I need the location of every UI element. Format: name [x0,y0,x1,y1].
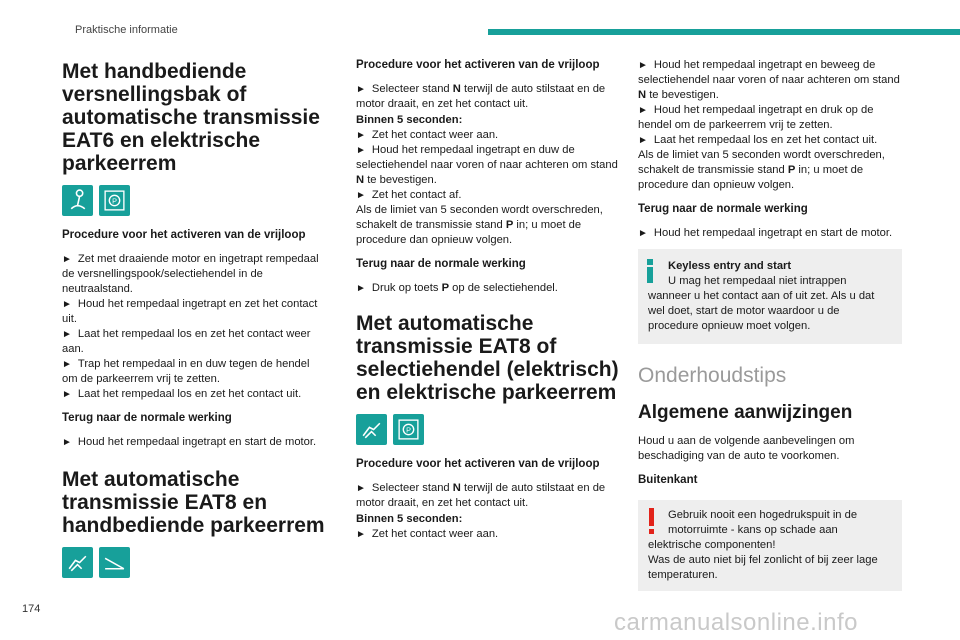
warning-box [638,500,902,591]
step-item: ► Laat het rempedaal los en zet het contact uit. [638,133,902,148]
step-item: ► Zet het contact af. [356,188,620,203]
intro-text: Houd u aan de volgende aanbevelingen om beschadiging van de auto te voorkomen. [638,435,855,462]
info-text: wanneer u het contact aan of uit zet. Als u dat wel doet, start de motor waardoor u de procedure opnieuw moet volgen. [648,290,875,332]
warning-text: Was de auto niet bij fel zonlicht of bij zeer lage temperaturen. [648,554,878,581]
limit-text: Als de limiet van 5 seconden wordt overschreden, schakelt de transmissie stand P in; u moet de procedure dan opnieuw volgen. [356,204,603,246]
step-item: ► Houd het rempedaal ingetrapt en zet het contact uit. [62,297,326,327]
column-1 [62,58,326,590]
selector-hand-icon [62,547,93,578]
parking-brake-icon [99,185,130,216]
step-item: ► Houd het rempedaal ingetrapt en start de motor. [638,226,902,241]
info-icon [647,259,653,265]
subheading-normal: Terug naar de normale werking [62,412,232,424]
step-item: ► Houd het rempedaal ingetrapt en druk op de hendel om de parkeerrem vrij te zetten. [638,103,902,133]
svg-text:P: P [112,196,117,206]
selector-hand-icon [356,414,387,445]
page-number: 174 [22,603,41,615]
step-item: ► Druk op toets P op de selectiehendel. [356,281,620,296]
within-label: Binnen 5 seconden: [356,513,463,525]
section-label: Praktische informatie [75,24,178,36]
column-3 [638,58,902,591]
step-item: ► Laat het rempedaal los en zet het contact uit. [62,387,326,402]
info-box [638,249,902,344]
handbrake-icon [99,547,130,578]
gear-lever-icon [62,185,93,216]
heading-general: Algemene aanwijzingen [638,402,853,423]
step-item: ► Trap het rempedaal in en duw tegen de hendel om de parkeerrem vrij te zetten. [62,357,326,387]
subheading-normal: Terug naar de normale werking [638,203,808,215]
step-item: ► Laat het rempedaal los en zet het contact weer aan. [62,327,326,357]
svg-text:P: P [406,425,411,435]
step-item: ► Selecteer stand N terwijl de auto stilstaat en de motor draait, en zet het contact uit. [356,82,620,112]
section-title-2: Met automatische transmissie EAT8 en handbediende parkeerrem [62,468,325,537]
accent-bar [488,29,960,35]
step-item: ► Zet het contact weer aan. [356,527,620,542]
heading-maintenance: Onderhoudstips [638,364,787,387]
within-label: Binnen 5 seconden: [356,114,463,126]
limit-text: Als de limiet van 5 seconden wordt overschreden, schakelt de transmissie stand P in; u moet de procedure dan opnieuw volgen. [638,149,885,191]
watermark: carmanualsonline.info [614,609,858,636]
info-title: Keyless entry and start [668,260,792,272]
icon-row [62,185,326,216]
section-title-3: Met automatische transmissie EAT8 of selectiehendel (elektrisch) en elektrische parkeerrem [356,312,619,404]
subheading-activate: Procedure voor het activeren van de vrijloop [356,458,600,470]
subheading-exterior: Buitenkant [638,474,698,486]
column-2 [356,58,620,542]
subheading-activate: Procedure voor het activeren van de vrijloop [356,59,600,71]
subheading-normal: Terug naar de normale werking [356,258,526,270]
icon-row-3 [356,414,620,445]
icon-row-2 [62,547,326,578]
warning-text: Gebruik nooit een hogedrukspuit in de [668,509,858,521]
section-title: Met handbediende versnellingsbak of automatische transmissie EAT6 en elektrische parkeerrem [62,60,320,175]
step-item: ► Houd het rempedaal ingetrapt en beweeg de selectiehendel naar voren of naar achteren om stand N te bevestigen. [638,58,902,103]
step-item: ► Zet met draaiende motor en ingetrapt rempedaal de versnellingspook/selectiehendel in de neutraalstand. [62,252,326,297]
warning-text: elektrische componenten! [648,539,776,551]
info-text: U mag het rempedaal niet intrappen [668,275,847,287]
subheading-activate: Procedure voor het activeren van de vrijloop [62,229,306,241]
step-item: ► Houd het rempedaal ingetrapt en duw de selectiehendel naar voren of naar achteren om stand N te bevestigen. [356,143,620,188]
step-item: ► Houd het rempedaal ingetrapt en start de motor. [62,435,326,450]
warning-icon [649,508,654,526]
steps-list [62,252,326,402]
warning-text: motorruimte - kans op schade aan [668,524,838,536]
parking-brake-icon [393,414,424,445]
step-item: ► Selecteer stand N terwijl de auto stilstaat en de motor draait, en zet het contact uit. [356,481,620,511]
step-item: ► Zet het contact weer aan. [356,128,620,143]
